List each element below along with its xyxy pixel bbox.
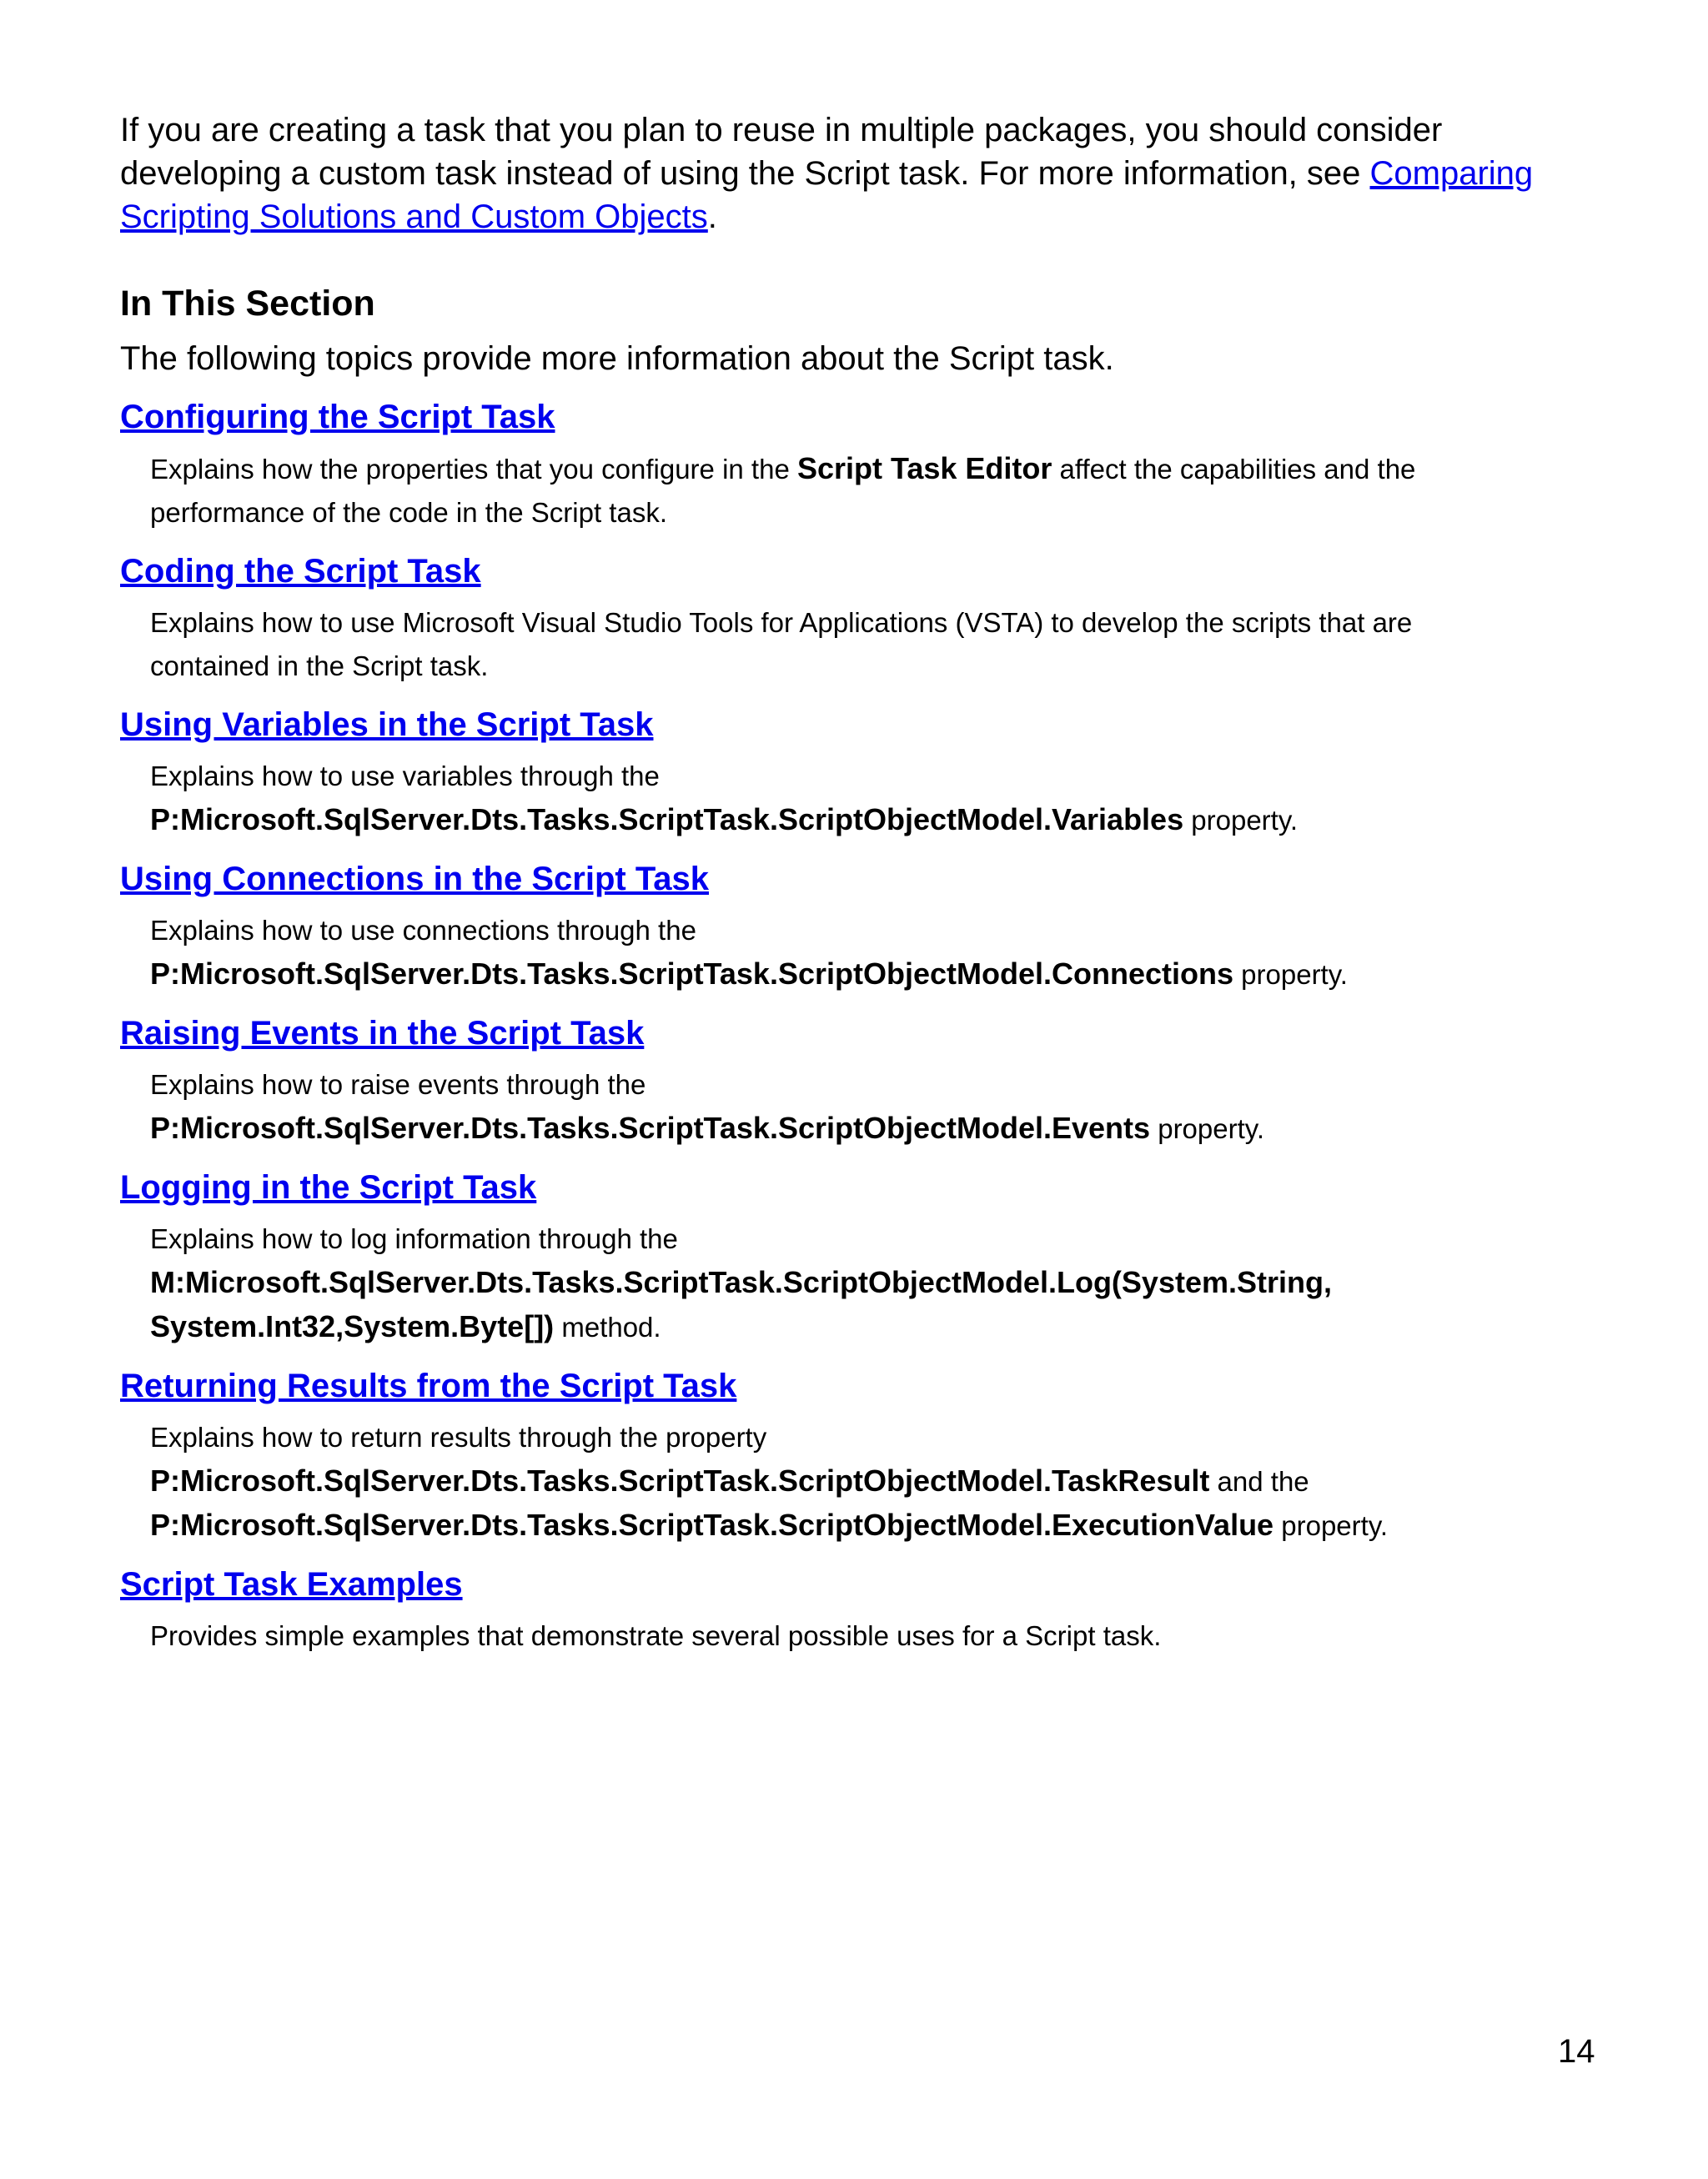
topic-description-text: Explains how to use variables through the xyxy=(150,761,660,791)
topic-description xyxy=(150,755,1488,842)
topic-item xyxy=(120,1164,1488,1349)
topic-link-configuring[interactable]: Configuring the Script Task xyxy=(120,399,555,435)
topic-description-text: property. xyxy=(1273,1510,1389,1541)
topic-description-text: Explains how to use connections through the xyxy=(150,915,696,946)
section-intro: The following topics provide more information about the Script task. xyxy=(120,340,1114,377)
section-heading: In This Section xyxy=(120,284,375,324)
topic-description xyxy=(150,1416,1488,1548)
topic-description xyxy=(150,909,1488,997)
topic-item xyxy=(120,856,1488,997)
page-number: 14 xyxy=(1558,2033,1595,2070)
topic-item xyxy=(120,1561,1488,1658)
topic-description-text: property. xyxy=(1150,1113,1264,1144)
topic-item xyxy=(120,701,1488,842)
topic-description-text: property. xyxy=(1233,959,1348,990)
topic-link-variables[interactable]: Using Variables in the Script Task xyxy=(120,706,654,743)
topic-description-text: Explains how to log information through the xyxy=(150,1223,678,1254)
topic-link-events[interactable]: Raising Events in the Script Task xyxy=(120,1015,645,1052)
topic-description xyxy=(150,1614,1488,1658)
topic-description-text: Explains how to return results through the property xyxy=(150,1422,767,1453)
topic-list xyxy=(120,394,1488,1671)
topic-description-bold: P:Microsoft.SqlServer.Dts.Tasks.ScriptTask.ScriptObjectModel.TaskResult xyxy=(150,1464,1210,1498)
topic-item xyxy=(120,1010,1488,1151)
topic-link-logging[interactable]: Logging in the Script Task xyxy=(120,1169,537,1206)
topic-item xyxy=(120,1363,1488,1548)
topic-description xyxy=(150,601,1488,688)
topic-description-text: Explains how to use Microsoft Visual Studio Tools for Applications (VSTA) to develop the scripts that are contained in the Script task. xyxy=(150,607,1413,681)
topic-link-examples[interactable]: Script Task Examples xyxy=(120,1566,463,1603)
topic-item xyxy=(120,548,1488,688)
topic-description-bold: P:Microsoft.SqlServer.Dts.Tasks.ScriptTask.ScriptObjectModel.Variables xyxy=(150,802,1184,836)
intro-text-end: . xyxy=(707,198,717,235)
intro-paragraph xyxy=(120,108,1596,238)
topic-description-bold: Script Task Editor xyxy=(796,451,1052,485)
topic-description xyxy=(150,1063,1488,1151)
topic-description xyxy=(150,447,1488,535)
topic-link-returning-results[interactable]: Returning Results from the Script Task xyxy=(120,1368,737,1404)
topic-description-bold: M:Microsoft.SqlServer.Dts.Tasks.ScriptTask.ScriptObjectModel.Log(System.String, System.Int32,System.Byte[]) xyxy=(150,1265,1332,1343)
topic-description-text: method. xyxy=(554,1312,661,1343)
topic-description-text: property. xyxy=(1183,805,1299,836)
topic-description-text: affect the capabilities and the performance of the code in the Script task. xyxy=(150,454,1416,528)
comparing-scripting-link[interactable]: Comparing Scripting Solutions and Custom Objects xyxy=(120,155,1534,235)
topic-description-text: and the xyxy=(1209,1466,1309,1497)
topic-item xyxy=(120,394,1488,535)
topic-link-connections[interactable]: Using Connections in the Script Task xyxy=(120,861,710,897)
topic-description-text: Explains how to raise events through the xyxy=(150,1069,646,1100)
topic-description xyxy=(150,1218,1488,1349)
topic-description-text: Provides simple examples that demonstrate several possible uses for a Script task. xyxy=(150,1620,1162,1651)
topic-description-text: Explains how the properties that you configure in the xyxy=(150,454,797,485)
topic-description-bold: P:Microsoft.SqlServer.Dts.Tasks.ScriptTask.ScriptObjectModel.ExecutionValue xyxy=(150,1508,1274,1542)
intro-text: If you are creating a task that you plan to reuse in multiple packages, you should consider developing a custom task instead of using the Script task. For more information, see xyxy=(120,112,1443,192)
topic-description-bold: P:Microsoft.SqlServer.Dts.Tasks.ScriptTask.ScriptObjectModel.Connections xyxy=(150,956,1233,991)
topic-link-coding[interactable]: Coding the Script Task xyxy=(120,553,481,590)
topic-description-bold: P:Microsoft.SqlServer.Dts.Tasks.ScriptTask.ScriptObjectModel.Events xyxy=(150,1111,1151,1145)
